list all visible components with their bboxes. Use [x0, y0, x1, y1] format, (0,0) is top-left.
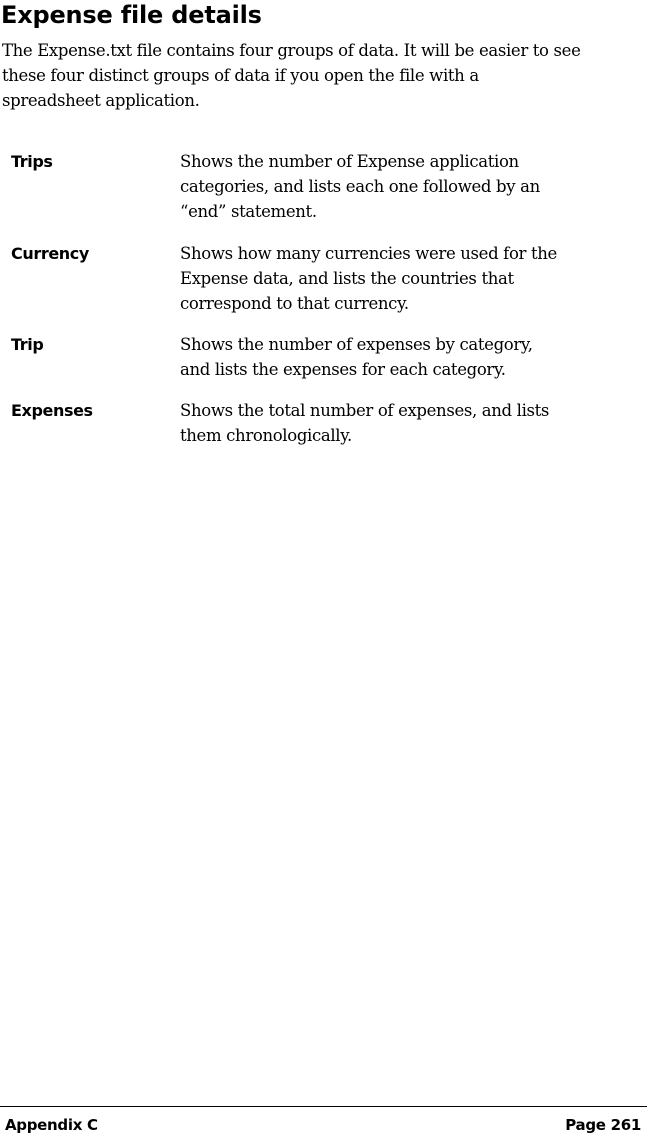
definition-row-currency [0, 241, 647, 332]
definition-term: Trips [11, 152, 53, 171]
description-line: Shows how many currencies were used for the [180, 244, 557, 263]
description-line: and lists the expenses for each category. [180, 360, 506, 379]
definition-term: Currency [11, 244, 89, 263]
definition-row-trip [0, 332, 647, 398]
definition-description [180, 149, 610, 224]
definition-description [180, 241, 610, 316]
intro-line: The Expense.txt file contains four groups of data. It will be easier to see [2, 41, 581, 60]
footer-section-label: Appendix C [5, 1116, 98, 1134]
intro-paragraph [2, 38, 642, 113]
definition-term: Trip [11, 335, 44, 354]
definition-term: Expenses [11, 401, 93, 420]
page-title: Expense file details [1, 1, 262, 29]
footer-page-number: Page 261 [565, 1116, 641, 1134]
description-line: Shows the number of expenses by category, [180, 335, 533, 354]
definition-description [180, 332, 610, 382]
description-line: Shows the number of Expense application [180, 152, 519, 171]
intro-line: spreadsheet application. [2, 91, 200, 110]
definition-description [180, 398, 610, 448]
description-line: Shows the total number of expenses, and lists [180, 401, 550, 420]
description-line: “end” statement. [180, 202, 317, 221]
definition-row-expenses [0, 398, 647, 458]
description-line: Expense data, and lists the countries that [180, 269, 514, 288]
definition-list [0, 149, 647, 458]
definition-row-trips [0, 149, 647, 241]
description-line: correspond to that currency. [180, 294, 409, 313]
description-line: them chronologically. [180, 426, 352, 445]
intro-line: these four distinct groups of data if you open the file with a [2, 66, 479, 85]
footer-divider [0, 1106, 647, 1107]
description-line: categories, and lists each one followed by an [180, 177, 540, 196]
